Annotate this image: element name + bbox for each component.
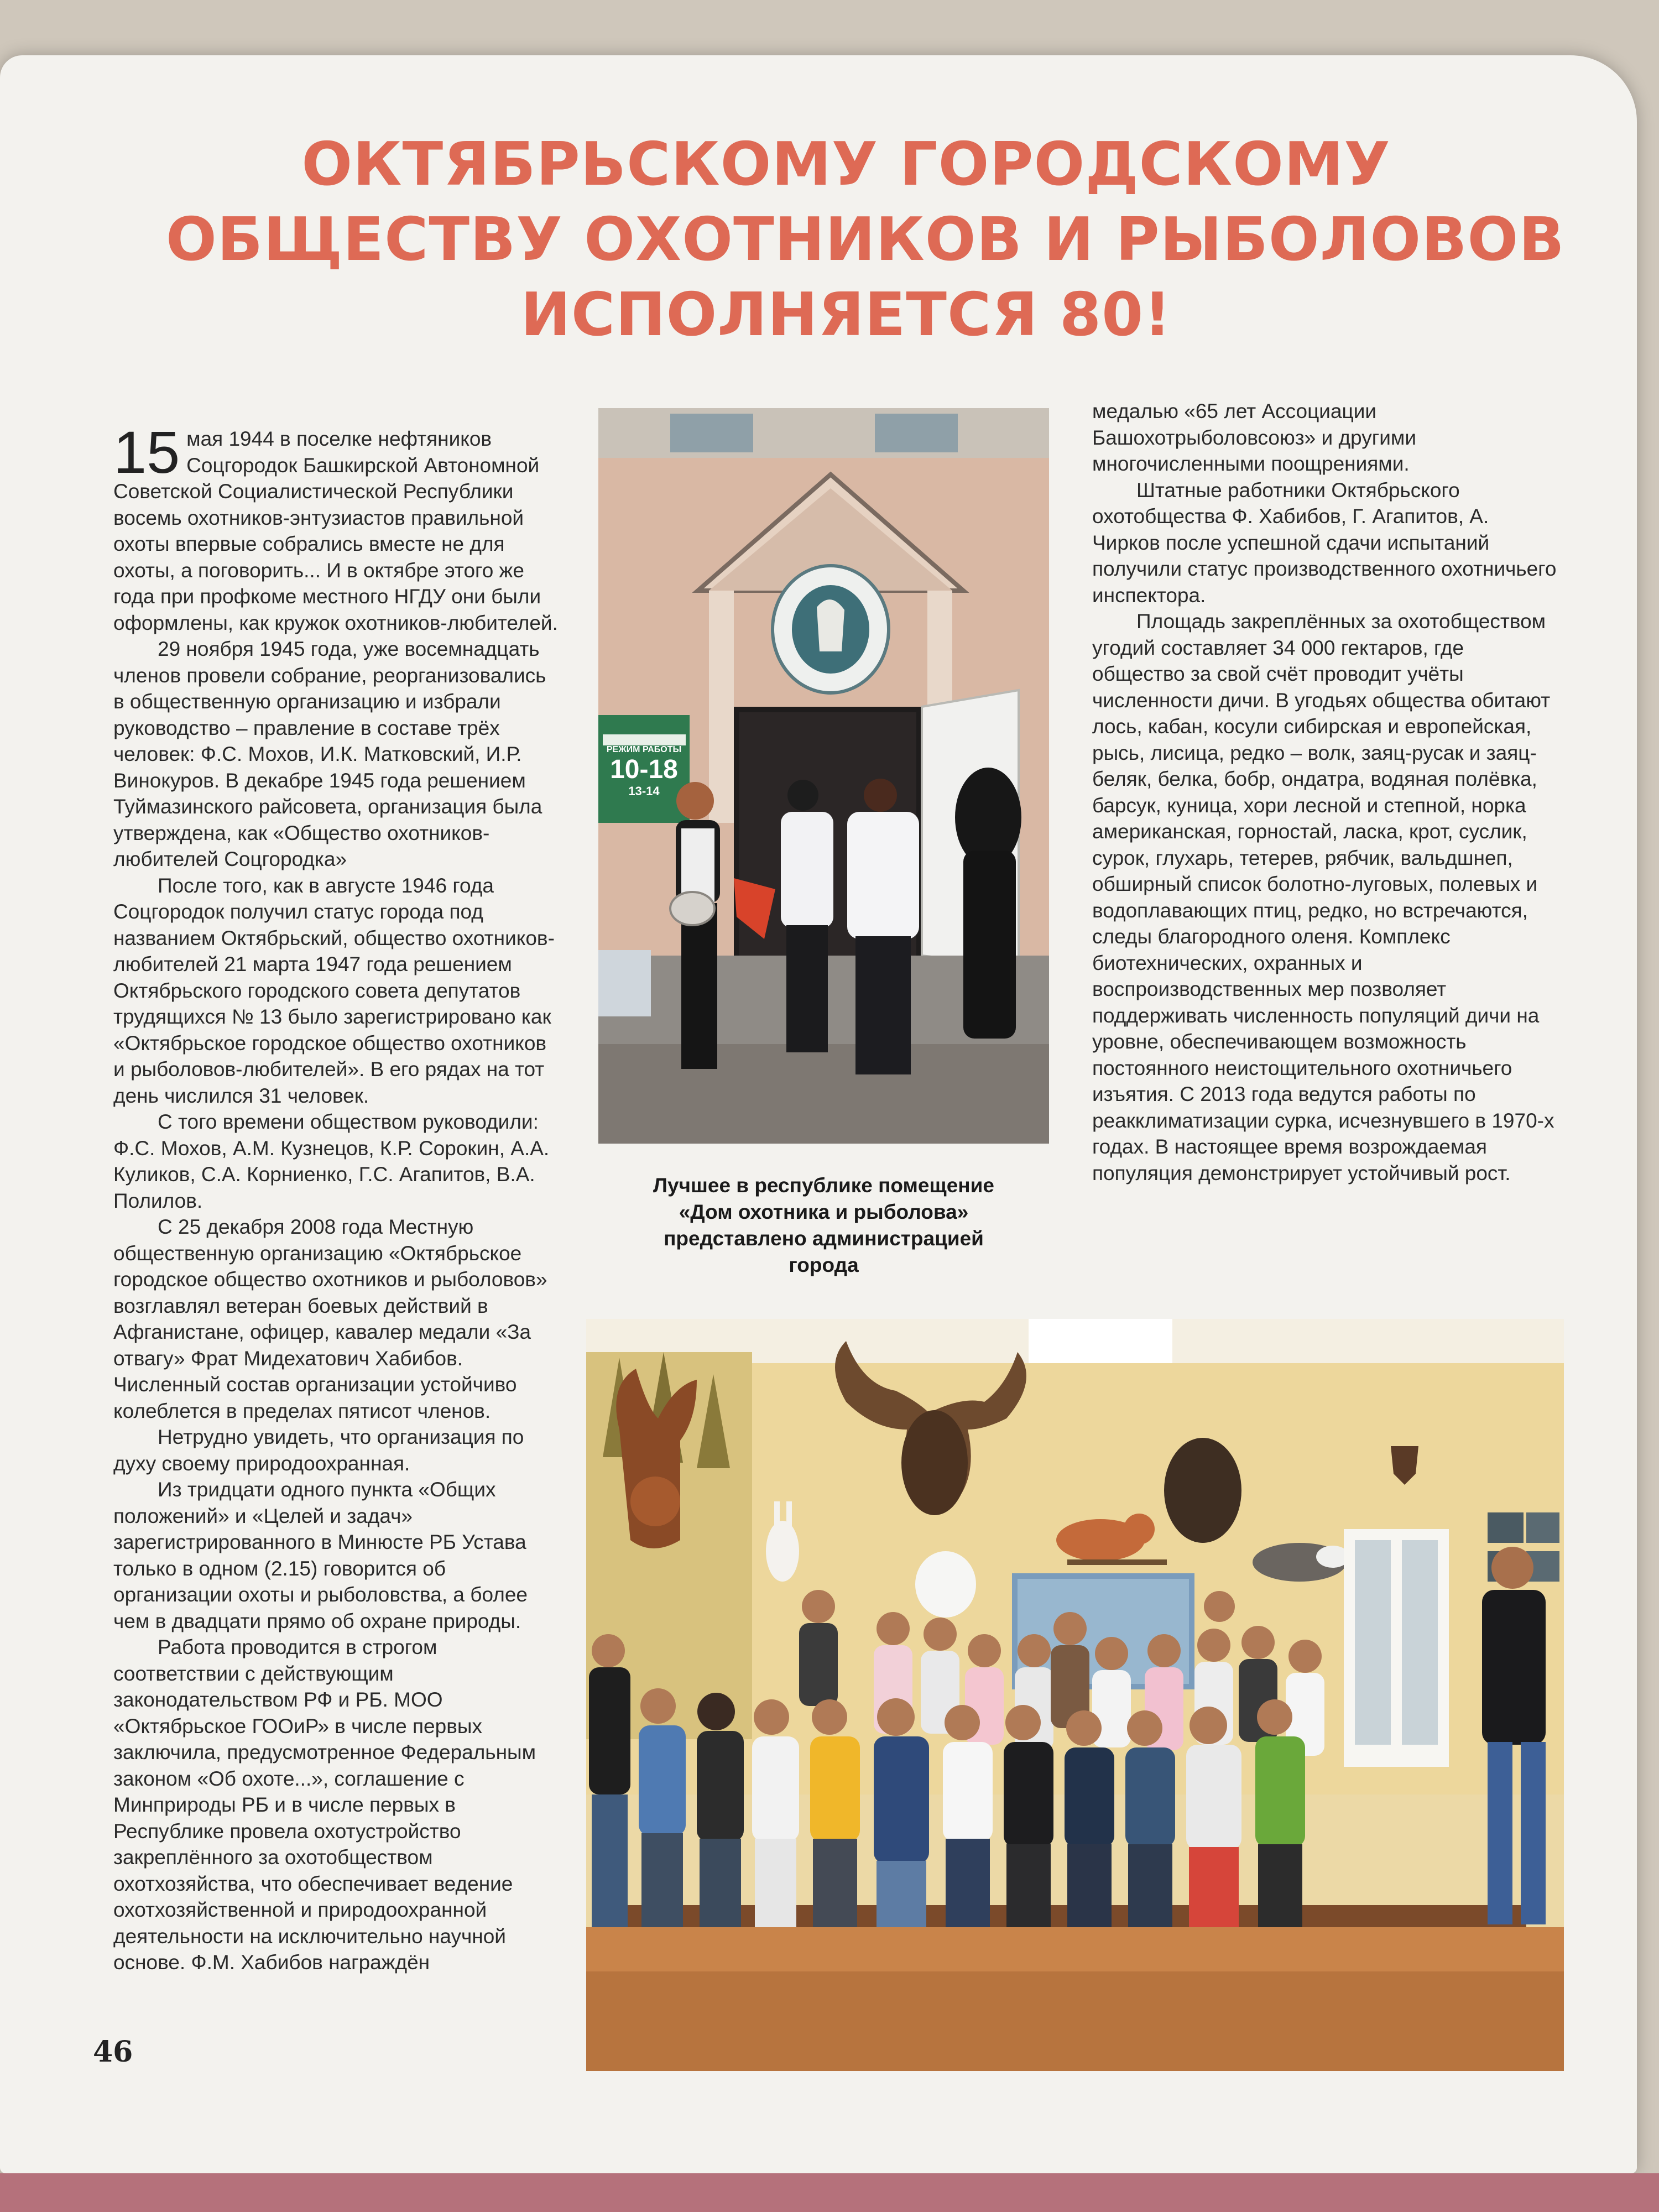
page-number: 46 [93,2035,133,2069]
title-line-1: ОКТЯБРЬСКОМУ ГОРОДСКОМУ [301,130,1391,199]
drop-cap: 15 [113,419,180,486]
paragraph: С 25 декабря 2008 года Местную общественную организацию «Октябрьское городское общество охотников и рыболовов» возглавлял ветеран боевых действий в Афганистане, офицер, кавалер медали «За отвагу» Фрат Мидехатович Хабибов. Численный состав организации устойчиво колеблется в пределах пятисот членов. [113,1215,547,1422]
sign-hours: 10-18 [610,755,678,784]
group-photo-trophy-room [586,1319,1564,2071]
caption-line: города [789,1254,859,1276]
paragraph: Площадь закреплённых за охотобществом угодий составляет 34 000 гектаров, где общество за свой счёт проводит учёты численности дичи. В угодьях общества обитают лось, кабан, косули сибирская и европейская, рысь, лисица, редко – волк, заяц-русак и заяц-беляк, белка, бобр, ондатра, водяная полёвка, барсук, куница, хори лесной и степной, норка американская, горностай, ласка, крот, суслик, сурок, глухарь, тетерев, рябчик, вальдшнеп, обширный список болотно-луговых, полевых и водоплавающих птиц, редко, но встречаются, следы благородного оленя. Комплекс биотехнических, охранных и воспроизводственных мер позволяет поддерживать численность популяций дичи на уровне, обеспечивающем возможность постоянного неистощительного охотничьего изъятия. С 2013 года ведутся работы по реакклиматизации сурка, исчезнувшего в 1970-х годах. В настоящее время возрождаемая популяция демонстрирует устойчивый рост. [1092,610,1554,1185]
paragraph: медалью «65 лет Ассоциации Башохотрыболовсоюз» и другими многочисленными поощрениями. [1092,400,1416,475]
paragraph: 29 ноября 1945 года, уже восемнадцать членов провели собрание, реорганизовались в общественную организацию и избрали руководство – правление в составе трёх человек: Ф.С. Мохов, И.К. Матковский, И.Р. Винокуров. В декабре 1945 года решением Туймазинского райсовета, организация была утверждена, как «Общество охотников-любителей Соцгородка» [113,638,546,870]
paragraph: Нетрудно увидеть, что организация по духу своему природоохранная. [113,1426,524,1475]
caption-line: представлено администрацией [664,1227,984,1250]
left-text-column [113,419,560,1976]
paragraph: 15 мая 1944 в поселке нефтяников Соцгородок Башкирской Автономной Советской Социалистической Республики восемь охотников-энтузиастов правильной охоты впервые собрались вместе не для охоты, а поговорить... И в октябре этого же года при профкоме местного НГДУ они были оформлены, как кружок охотников-любителей. [113,419,558,634]
article-title [166,127,1565,353]
right-text-column [1092,398,1561,1186]
caption-line: Лучшее в республике помещение [653,1174,994,1197]
title-line-3: ИСПОЛНЯЕТСЯ 80! [520,280,1172,349]
building-entrance-photo [598,408,1049,1144]
sign-title: РЕЖИМ РАБОТЫ [606,745,682,754]
paragraph: Работа проводится в строгом соответствии с действующим законодательством РФ и РБ. МОО «Октябрьское ГООиР» в числе первых заключила, предусмотренное Федеральным законом «Об охоте...», соглашение с Минприроды РБ и в числе первых в Республике провела охотустройство закреплённого за охотобществом охотхозяйства, что обеспечивает ведение охотхозяйственной и природоохранной деятельности на исключительно научной основе. Ф.М. Хабибов награждён [113,1636,536,1974]
title-line-2: ОБЩЕСТВУ ОХОТНИКОВ И РЫБОЛОВОВ [166,205,1565,274]
photo-caption [598,1172,1049,1279]
background-fabric [0,2173,1659,2212]
paragraph: Штатные работники Октябрьского охотобщества Ф. Хабибов, Г. Агапитов, А. Чирков после успешной сдачи испытаний получили статус производственного охотничьего инспектора. [1092,478,1557,607]
paragraph: После того, как в августе 1946 года Соцгородок получил статус города под названием Октябрьский, общество охотников-любителей 21 марта 1947 года решением Октябрьского городского совета депутатов трудящихся № 13 было зарегистрировано как «Октябрьское городское общество охотников и рыболовов-любителей». В его рядах на тот день числился 31 человек. [113,874,555,1107]
opening-hours-sign [598,744,690,799]
sign-lunch: 13-14 [628,784,660,798]
paragraph: С того времени обществом руководили: Ф.С. Мохов, А.М. Кузнецов, К.Р. Сорокин, А.А. Куликов, С.А. Корниенко, Г.С. Агапитов, В.А. Полилов. [113,1110,550,1212]
caption-line: «Дом охотника и рыболова» [679,1201,969,1223]
paragraph: Из тридцати одного пункта «Общих положений» и «Целей и задач» зарегистрированного в Минюсте РБ Устава только в одном (2.15) говорится об организации охоты и рыболовства, а более чем в двадцати прямо об охране природы. [113,1478,528,1632]
